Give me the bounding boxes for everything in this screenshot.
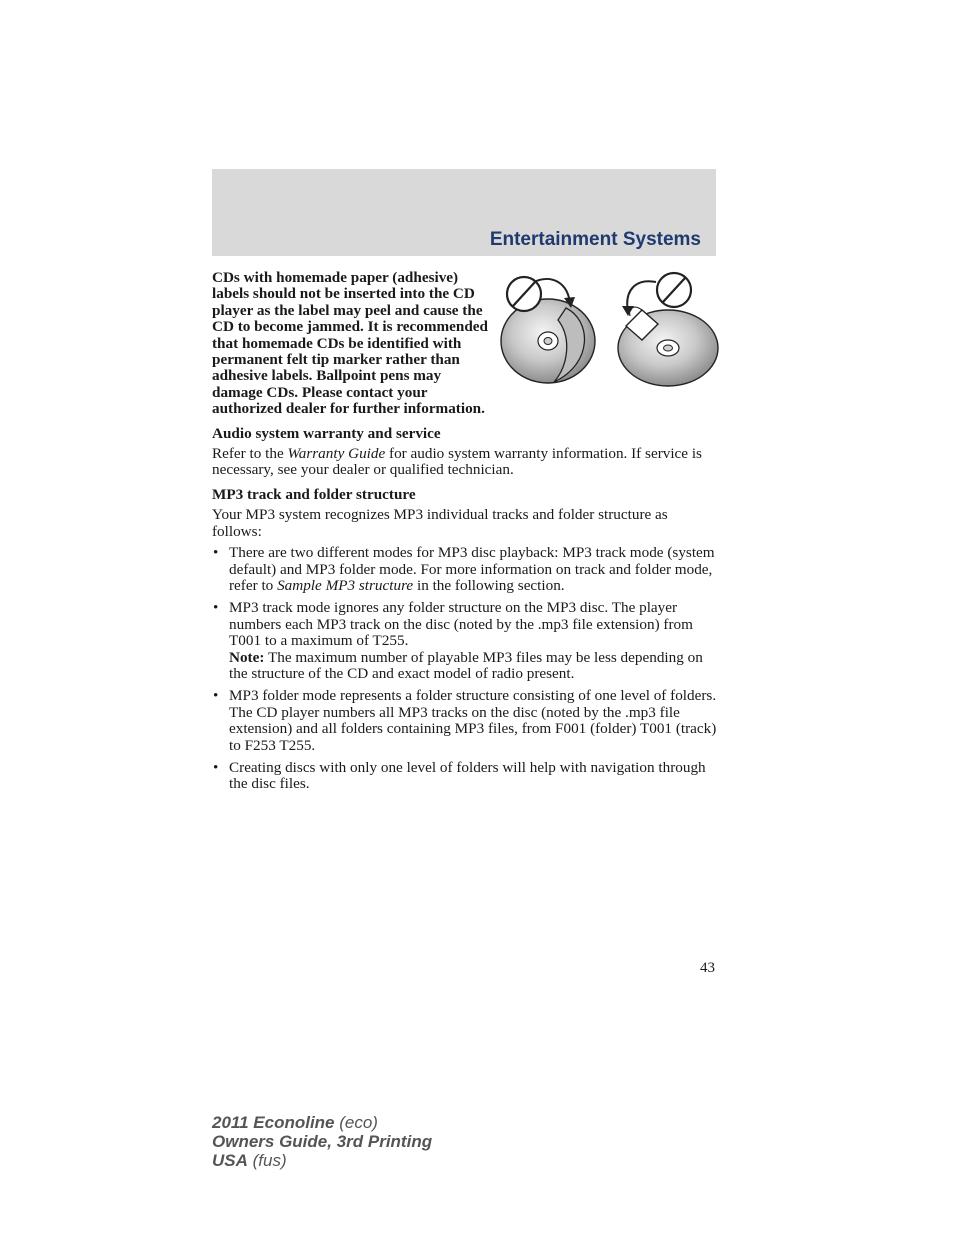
- warranty-guide-reference: Warranty Guide: [287, 445, 386, 463]
- warning-text: CDs with homemade paper (adhesive) labels should not be inserted into the CD player as the label may peel and cause the CD to become jammed. It is recommended that homemade CDs be identified with permanent felt tip marker rather than adhesive labels. Ballpoint pens may damage CDs. Please contact your authorized dealer for further information.: [212, 269, 488, 418]
- section-title: Entertainment Systems: [489, 229, 701, 250]
- bullet-icon: •: [213, 758, 219, 776]
- no-pen-cd-icon: [501, 277, 595, 383]
- note-text: The maximum number of playable MP3 files may be less depending on the structure of the CD and exact model of radio present.: [229, 648, 703, 682]
- cd-warning-figure: [496, 268, 722, 392]
- mp3-heading: MP3 track and folder structure: [212, 485, 416, 503]
- list-item: • MP3 folder mode represents a folder structure consisting of one level of folders. The CD player numbers all MP3 tracks on the disc (noted by the .mp3 file extension) and all folders containing MP3 files, from F001 (folder) T001 (track) to F253 T255.: [213, 687, 717, 754]
- mp3-intro: Your MP3 system recognizes MP3 individual tracks and folder structure as follows:: [212, 506, 668, 540]
- footer-region-line: USA (fus): [212, 1151, 287, 1170]
- warranty-heading: Audio system warranty and service: [212, 424, 441, 442]
- bullet-icon: •: [213, 599, 219, 617]
- cd-label-warning: [212, 270, 718, 418]
- footer-guide-line: Owners Guide, 3rd Printing: [212, 1132, 433, 1151]
- mp3-bullet-list: [212, 545, 718, 793]
- document-footer: [212, 1113, 432, 1170]
- no-label-cd-icon: [618, 273, 718, 386]
- sample-mp3-structure-reference: Sample MP3 structure: [277, 576, 414, 594]
- page-number: 43: [700, 960, 715, 976]
- bullet-icon: •: [213, 544, 219, 562]
- footer-model-line: 2011 Econoline (eco): [212, 1113, 378, 1132]
- list-item: • There are two different modes for MP3 disc playback: MP3 track mode (system default) and MP3 folder mode. For more information on track and folder mode, refer to Sample MP3 structure in the following section.: [213, 544, 715, 594]
- note-label: Note:: [229, 648, 265, 666]
- section-header-band: [212, 169, 716, 256]
- page-content: [212, 270, 718, 799]
- list-item: • Creating discs with only one level of folders will help with navigation through the disc files.: [213, 758, 706, 793]
- bullet-icon: •: [213, 687, 219, 705]
- list-item: • MP3 track mode ignores any folder structure on the MP3 disc. The player numbers each MP3 track on the disc (noted by the .mp3 file extension) from T001 to a maximum of T255. Note: The maximum number of playable MP3 files may be less depending on the structure of the CD and exact model of radio present.: [213, 599, 703, 682]
- warranty-paragraph: Refer to the Warranty Guide for audio system warranty information. If service is necessary, see your dealer or qualified technician.: [212, 445, 702, 479]
